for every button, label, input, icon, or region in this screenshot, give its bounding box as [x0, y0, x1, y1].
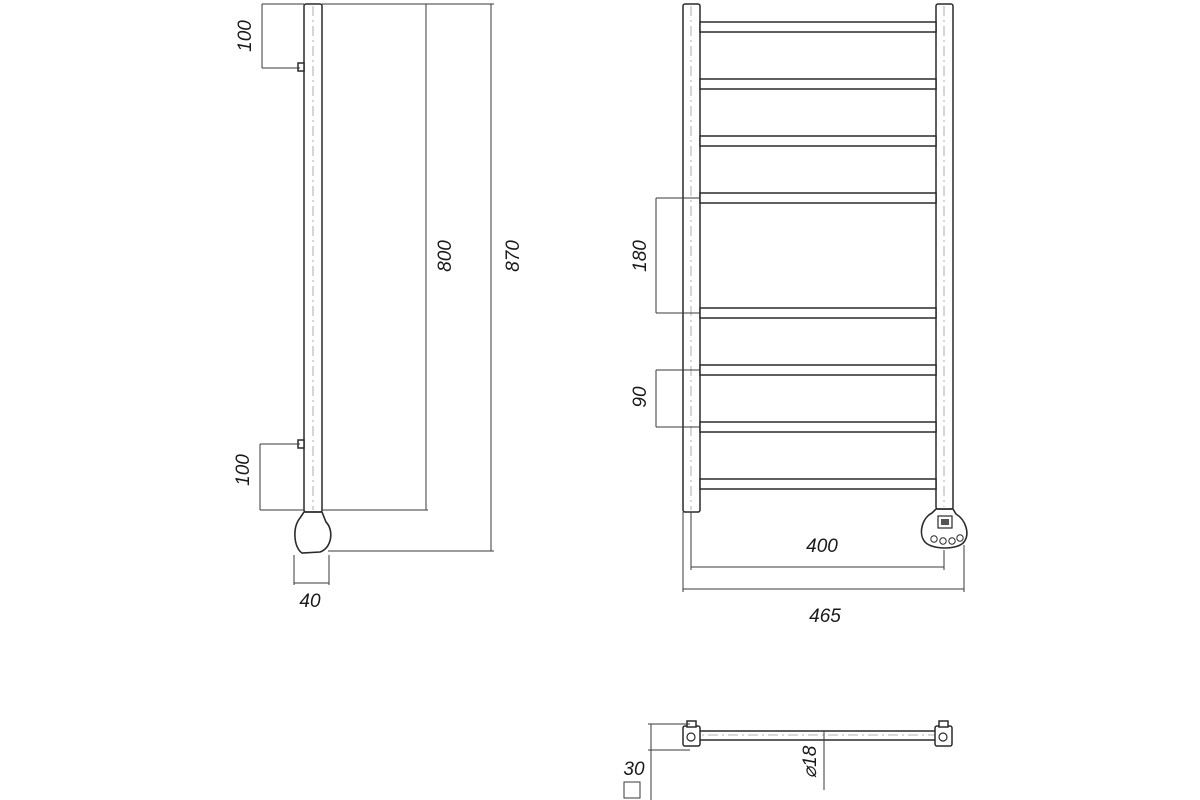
rung [700, 193, 936, 203]
front-view [630, 4, 967, 627]
side-heater-knob [295, 512, 331, 553]
dim-height-800: 800 [435, 240, 456, 272]
dim-top-offset: 100 [235, 20, 256, 52]
front-left-post [683, 4, 700, 512]
dim-width-400: 400 [806, 536, 838, 557]
top-right-fitting-icon [939, 733, 947, 741]
dim-diameter-18: ⌀18 [800, 745, 821, 779]
heater-control [921, 509, 966, 548]
rung [700, 365, 936, 375]
side-bracket-top [298, 63, 304, 71]
dim-height-870: 870 [503, 240, 524, 272]
dim-wall-30: 30 [623, 759, 645, 780]
rung [700, 308, 936, 318]
heater-button-icon [931, 536, 937, 542]
top-view [623, 721, 952, 800]
heater-button-icon [940, 538, 946, 544]
side-view [233, 4, 524, 612]
rung [700, 422, 936, 432]
dim-bottom-offset: 100 [233, 454, 254, 486]
dim-rung-gap-180: 180 [630, 240, 651, 272]
rung [700, 479, 936, 489]
top-bar [697, 731, 937, 740]
dim-depth-40: 40 [299, 591, 321, 612]
dim-wall-30-box [624, 782, 640, 798]
heater-button-icon [957, 535, 963, 541]
top-left-fitting-icon [687, 733, 695, 741]
rung [700, 136, 936, 146]
rung [700, 79, 936, 89]
front-rungs [700, 22, 936, 489]
rung [700, 22, 936, 32]
heater-button-icon [949, 538, 955, 544]
dim-rung-gap-90: 90 [630, 386, 651, 408]
dim-width-465: 465 [809, 606, 841, 627]
front-right-post [936, 4, 953, 509]
diameter-symbol: ⌀ [800, 766, 821, 779]
